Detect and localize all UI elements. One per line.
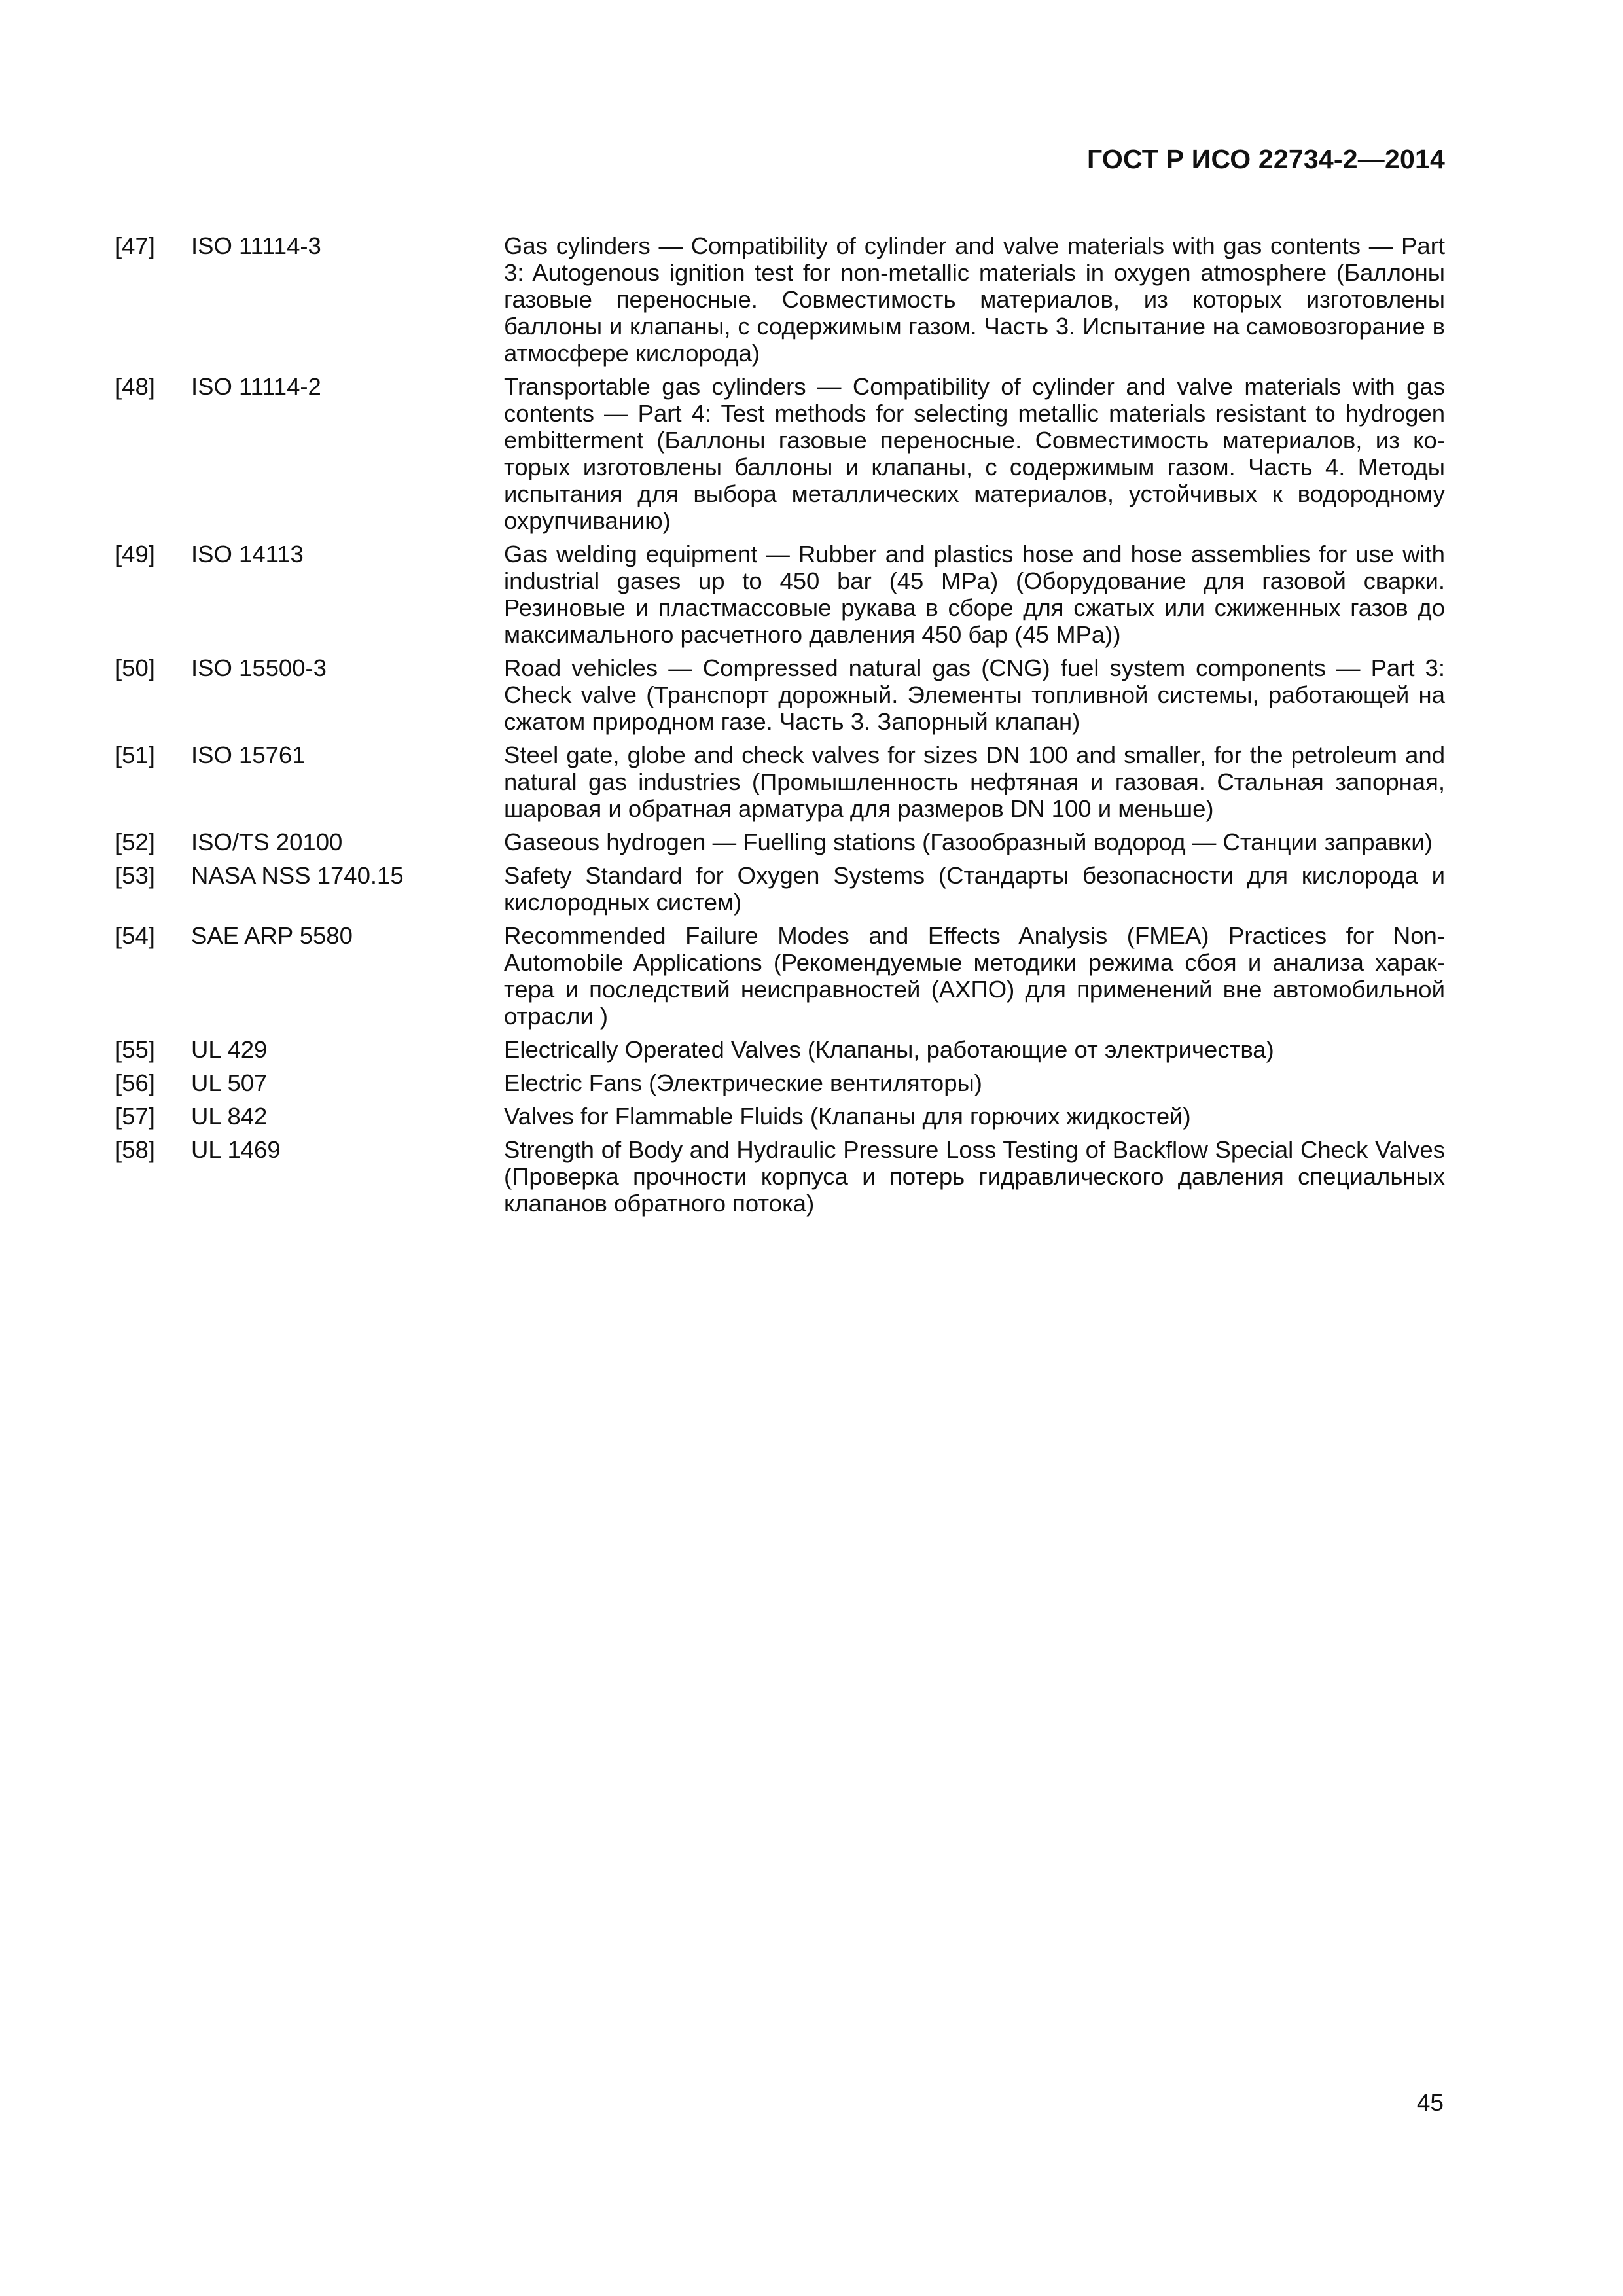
entry-title: Gas cylinders — Compatibility of cylinder and valve materials with gas contents — Part 3: Autogenous ignition test for non-metallic materials in oxygen atmosphere (Баллоны газовые переносные. Совместимость материалов, из которых изготовлены баллоны и клапаны, с содержимым газом. Часть 3. Испытание на самовозгорание в атмосфере кислорода) <box>504 232 1445 367</box>
entry-number: [47] <box>115 232 155 259</box>
entry-number: [56] <box>115 1069 155 1096</box>
entry-title: Gas welding equipment — Rubber and plastics hose and hose assemblies for use with industrial gases up to 450 bar (45 MPa) (Оборудование для газовой сварки. Резиновые и пластмассовые рукава в сборе для сжатых или сжиженных газов до максимального расчетного давления 450 бар (45 MPa)) <box>504 541 1445 648</box>
bibliography-entry <box>115 1103 1445 1130</box>
entry-standard-code: ISO 15761 <box>191 742 306 768</box>
bibliography-entry <box>115 829 1445 855</box>
page-number: 45 <box>1416 2089 1444 2116</box>
document-header: ГОСТ Р ИСО 22734-2—2014 <box>1087 144 1445 174</box>
bibliography-entry <box>115 1136 1445 1217</box>
entry-number: [55] <box>115 1036 155 1063</box>
entry-standard-code: UL 1469 <box>191 1136 281 1163</box>
entry-standard-code: UL 507 <box>191 1069 268 1096</box>
entry-title: Steel gate, globe and check valves for sizes DN 100 and smaller, for the petroleum and natural gas industries (Промышленность нефтяная и газовая. Стальная запорная, шаровая и обратная арматура для размеров DN 100 и меньше) <box>504 742 1445 822</box>
entry-title: Valves for Flammable Fluids (Клапаны для горючих жидкостей) <box>504 1103 1191 1130</box>
bibliography-entry <box>115 232 1445 367</box>
entry-title: Gaseous hydrogen — Fuelling stations (Газообразный водород — Станции заправки) <box>504 829 1433 855</box>
entry-title: Electric Fans (Электрические вентиляторы) <box>504 1069 982 1096</box>
entry-title: Strength of Body and Hydraulic Pressure Loss Testing of Backflow Special Check Valves (Проверка прочности корпуса и потерь гидравлического давления специальных клапанов обратного потока) <box>504 1136 1445 1217</box>
entry-title: Transportable gas cylinders — Compatibility of cylinder and valve materials with gas contents — Part 4: Test methods for selecting metallic materials resistant to hydrogen embitterment (Баллоны газовые переносные. Совместимость материалов, из которых изготовлены баллоны и клапаны, с содержимым газом. Часть 4. Методы испытания для выбора металлических материалов, устойчивых к водородному охрупчиванию) <box>504 373 1445 534</box>
bibliography-entry <box>115 541 1445 648</box>
entry-title: Road vehicles — Compressed natural gas (CNG) fuel system components — Part 3: Check valve (Транспорт дорожный. Элементы топливной системы, работающей на сжатом природном газе. Часть 3. Запорный клапан) <box>504 655 1445 735</box>
entry-number: [53] <box>115 862 155 889</box>
bibliography-entry <box>115 922 1445 1030</box>
entry-standard-code: ISO 14113 <box>191 541 304 567</box>
entry-title: Recommended Failure Modes and Effects Analysis (FMEA) Practices for Non-Automobile Applications (Рекомендуемые методики режима сбоя и анализа характера и последствий неисправностей (АХПО) для применений вне автомобильной отрасли ) <box>504 922 1445 1030</box>
entry-number: [52] <box>115 829 155 855</box>
entry-standard-code: ISO 11114-2 <box>191 373 321 400</box>
entry-standard-code: ISO 11114-3 <box>191 232 321 259</box>
entry-standard-code: ISO/TS 20100 <box>191 829 343 855</box>
entry-standard-code: UL 429 <box>191 1036 268 1063</box>
entry-number: [49] <box>115 541 155 567</box>
entry-standard-code: SAE ARP 5580 <box>191 922 353 949</box>
entry-number: [48] <box>115 373 155 400</box>
entry-standard-code: UL 842 <box>191 1103 268 1130</box>
entry-number: [50] <box>115 655 155 681</box>
bibliography-entry <box>115 1069 1445 1096</box>
bibliography-entry <box>115 373 1445 534</box>
bibliography-list <box>115 232 1445 1223</box>
bibliography-entry <box>115 655 1445 735</box>
entry-number: [54] <box>115 922 155 949</box>
bibliography-entry <box>115 1036 1445 1063</box>
entry-number: [58] <box>115 1136 155 1163</box>
bibliography-entry <box>115 742 1445 822</box>
entry-title: Electrically Operated Valves (Клапаны, работающие от электричества) <box>504 1036 1274 1063</box>
entry-number: [51] <box>115 742 155 768</box>
entry-title: Safety Standard for Oxygen Systems (Стандарты безопасности для кислорода и кислородных систем) <box>504 862 1445 916</box>
entry-standard-code: NASA NSS 1740.15 <box>191 862 404 889</box>
entry-number: [57] <box>115 1103 155 1130</box>
bibliography-entry <box>115 862 1445 916</box>
entry-standard-code: ISO 15500-3 <box>191 655 327 681</box>
